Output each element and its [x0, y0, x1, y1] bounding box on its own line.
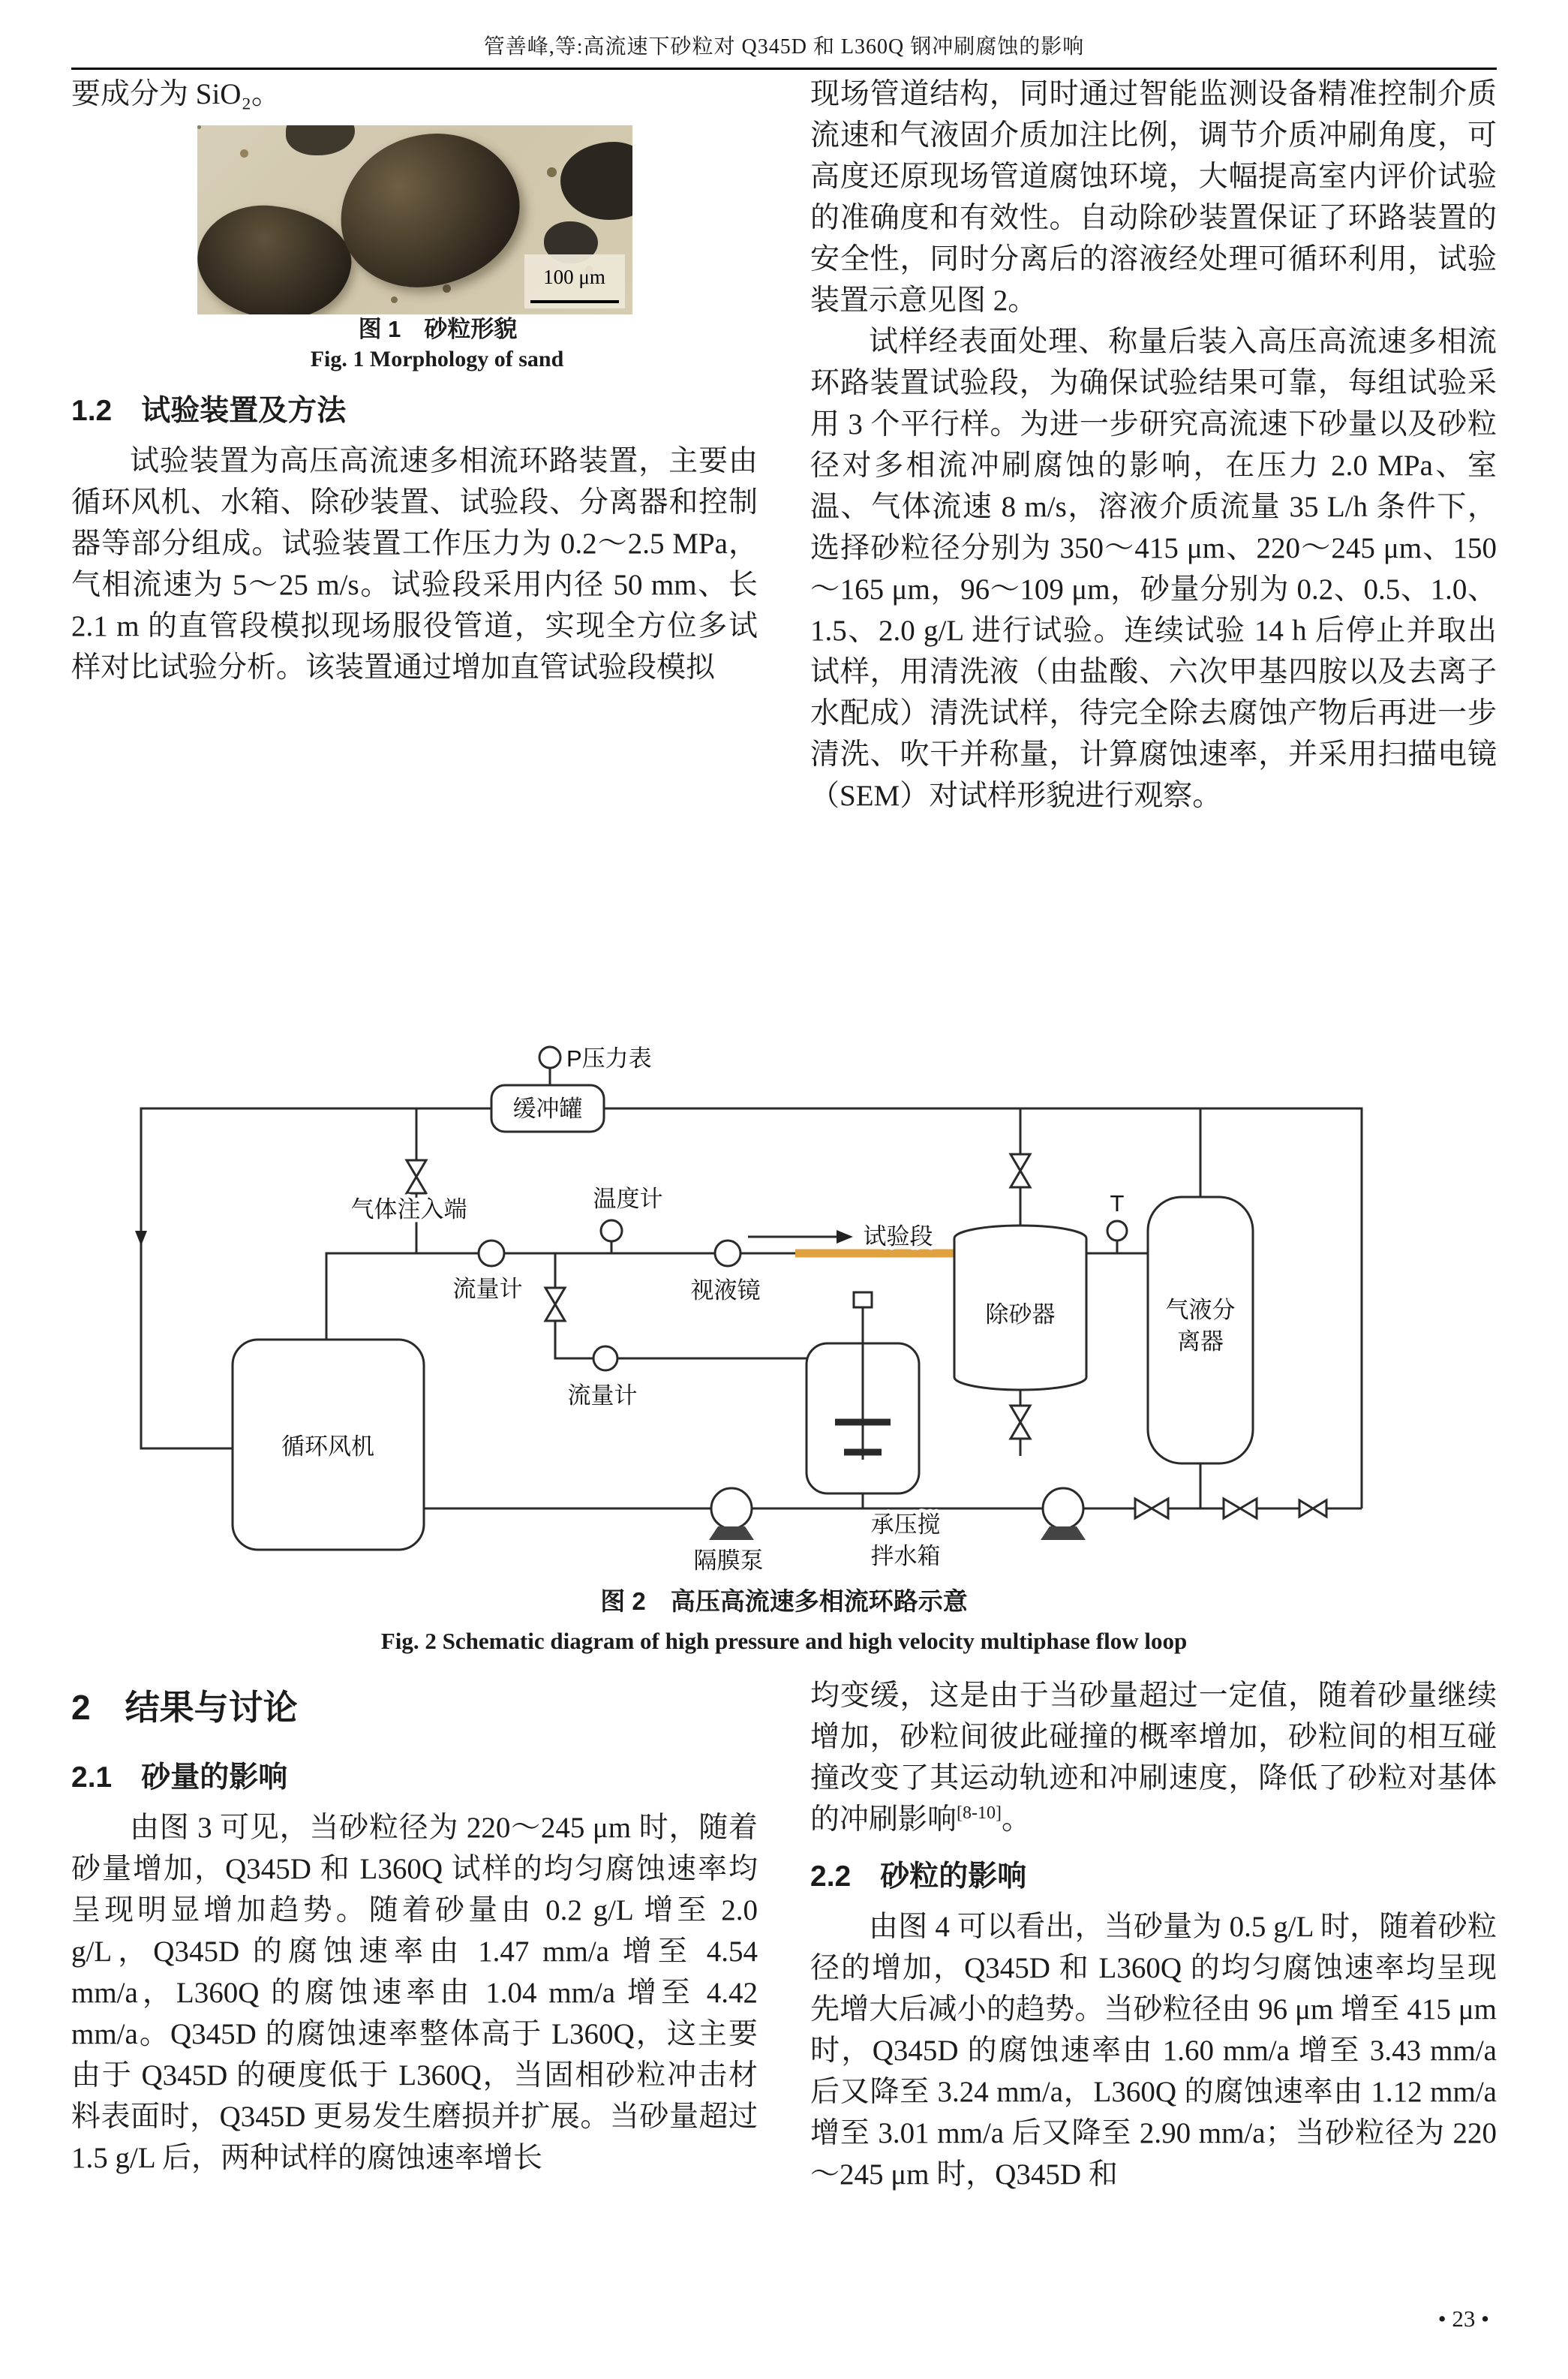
- figure2-caption-cn: 图 2 高压高流速多相流环路示意: [600, 1587, 968, 1615]
- figure1-caption-cn: 图 1 砂粒形貌: [358, 316, 518, 342]
- flow-meter-1-icon: [479, 1241, 504, 1266]
- label-test-section: 试验段: [863, 1223, 933, 1250]
- label-separator-line1: 气液分: [1165, 1297, 1236, 1323]
- sand-grain: [286, 125, 355, 155]
- section-2-2-heading: 2.2 砂粒的影响: [810, 1860, 1027, 1893]
- sight-glass-icon: [715, 1241, 740, 1266]
- label-gas-inlet: 气体注入端: [350, 1196, 467, 1223]
- return-pump-icon: [1043, 1488, 1083, 1529]
- scale-label: [524, 254, 625, 308]
- running-title: 管善峰,等:高流速下砂粒对 Q345D 和 L360Q 钢冲刷腐蚀的影响: [483, 35, 1085, 59]
- sand-grain: [560, 142, 632, 220]
- label-sight-glass: 视液镜: [690, 1277, 761, 1304]
- label-pressure-gauge: P压力表: [566, 1045, 652, 1072]
- thermometer-icon: [601, 1220, 622, 1241]
- left-column-top: [71, 74, 758, 688]
- stirrer-motor: [854, 1292, 872, 1307]
- lead-line: 要成分为 SiO₂。: [71, 78, 281, 110]
- paragraph-pipeline: 现场管道结构，同时通过智能监测设备精准控制介质流速和气液固介质加注比例，调节介质冲刷角度，可高度还原现场管道腐蚀环境，大幅提高室内评价试验的准确度和有效性。自动除砂装置保证了环路装置的安全性，同时分离后的溶液经处理可循环利用，试验装置示意见图 2。: [810, 78, 1497, 317]
- page-number: • 23 •: [1437, 2305, 1489, 2332]
- sand-speckles: [197, 125, 201, 129]
- sand-grain: [330, 125, 530, 298]
- section-1-2-heading: 1.2 试验装置及方法: [71, 395, 347, 427]
- label-stirred-tank-line2: 拌水箱: [870, 1543, 941, 1569]
- t-sensor-icon: [1107, 1221, 1127, 1241]
- right-column-top: [810, 74, 1497, 817]
- bottom-valve-3: [1299, 1500, 1326, 1517]
- right-column-bottom: [810, 1675, 1497, 2195]
- bottom-valve-1: [1135, 1499, 1168, 1518]
- label-buffer-tank: 缓冲罐: [512, 1096, 583, 1122]
- figure2-captions: [71, 1585, 1497, 1657]
- section-2-1-heading: 2.1 砂量的影响: [71, 1761, 288, 1794]
- branch-valve: [545, 1288, 565, 1321]
- text-after-ref: 。: [1002, 1803, 1032, 1836]
- label-fan: 循环风机: [281, 1433, 374, 1460]
- label-flow-meter-2: 流量计: [567, 1382, 638, 1409]
- left-column-bottom: [71, 1680, 758, 2179]
- flow-meter-2-icon: [593, 1346, 617, 1370]
- sand-remover-drain-valve: [1011, 1406, 1030, 1439]
- figure2-flow-loop-diagram: [71, 1043, 1497, 1591]
- label-sand-remover: 除砂器: [985, 1301, 1056, 1328]
- scale-bar: [530, 300, 619, 303]
- section-2-heading: 2 结果与讨论: [71, 1688, 298, 1727]
- figure1-sand-photo: [197, 125, 632, 314]
- paragraph-sand-amount: 由图 3 可见，当砂粒径为 220～245 μm 时，随着砂量增加，Q345D 和 L360Q 试样的均匀腐蚀速率均呈现明显增加趋势。随着砂量由 0.2 g/L 增至 2.0 g/L，Q345D 的腐蚀速率由 1.47 mm/a 增至 4.54 mm/a，L360Q 的腐蚀速率由 1.04 mm/a 增至 4.42 mm/a。Q345D 的腐蚀速率整体高于 L360Q，这主要由于 Q345D 的硬度低于 L360Q，当固相砂粒冲击材料表面时，Q345D 更易发生磨损并扩展。当砂量超过 1.5 g/L 后，两种试样的腐蚀速率增长: [71, 1812, 758, 2174]
- pipe-branch-to-tank: [555, 1253, 807, 1358]
- label-t-sensor: T: [1110, 1190, 1125, 1217]
- figure2-caption-en: Fig. 2 Schematic diagram of high pressure and high velocity multiphase flow loop: [380, 1628, 1188, 1654]
- sand-remover-top-valve: [1011, 1154, 1030, 1187]
- down-arrow: [135, 1231, 147, 1246]
- label-separator-line2: 离器: [1177, 1328, 1224, 1355]
- paragraph-procedure: 试样经表面处理、称量后装入高压高流速多相流环路装置试验段，为确保试验结果可靠，每组试验采用 3 个平行样。为进一步研究高流速下砂量以及砂粒径对多相流冲刷腐蚀的影响，在压力 2.0 MPa、室温、气体流速 8 m/s，溶液介质流量 35 L/h 条件下，选择砂粒径分别为 350～415 μm、220～245 μm、150～165 μm，96～109 μm，砂量分别为 0.2、0.5、1.0、1.5、2.0 g/L 进行试验。连续试验 14 h 后停止并取出试样，用清洗液（由盐酸、六次甲基四胺以及去离子水配成）清洗试样，待完全除去腐蚀产物后再进一步清洗、吹干并称量，计算腐蚀速率，并采用扫描电镜（SEM）对试样形貌进行观察。: [810, 326, 1497, 812]
- bottom-valve-2: [1224, 1499, 1257, 1518]
- scale-text: 100 μm: [543, 266, 605, 288]
- diaphragm-pump-base: [709, 1526, 754, 1540]
- paragraph-sand-amount-cont: [810, 1675, 1497, 1840]
- diaphragm-pump-icon: [711, 1488, 752, 1529]
- label-thermometer: 温度计: [593, 1186, 663, 1212]
- paragraph-methods: 试验装置为高压高流速多相流环路装置，主要由循环风机、水箱、除砂装置、试验段、分离器和控制器等部分组成。试验装置工作压力为 0.2～2.5 MPa，气相流速为 5～25 m/s。试验段采用内径 50 mm、长 2.1 m 的直管段模拟现场服役管道，实现全方位多试样对比试验分析。该装置通过增加直管试验段模拟: [71, 445, 758, 684]
- return-pump-base: [1041, 1526, 1086, 1540]
- citation-ref: [8-10]: [957, 1803, 1002, 1823]
- header-divider: [71, 68, 1497, 70]
- pressure-gauge-icon: [539, 1047, 560, 1068]
- gas-inlet-valve: [407, 1160, 426, 1193]
- flow-arrow-head: [837, 1230, 853, 1244]
- label-diaphragm-pump: 隔膜泵: [693, 1547, 764, 1574]
- figure1-caption-en: Fig. 1 Morphology of sand: [310, 347, 564, 371]
- text-before-ref: 均变缓，这是由于当砂量超过一定值，随着砂量继续增加，砂粒间彼此碰撞的概率增加，砂粒间的相互碰撞改变了其运动轨迹和冲刷速度，降低了砂粒对基体的冲刷影响: [810, 1680, 1497, 1836]
- label-stirred-tank-line1: 承压搅: [870, 1511, 941, 1538]
- label-flow-meter-1: 流量计: [452, 1276, 523, 1302]
- paragraph-particle-size: 由图 4 可以看出，当砂量为 0.5 g/L 时，随着砂粒径的增加，Q345D 和 L360Q 的均匀腐蚀速率均呈现先增大后减小的趋势。当砂粒径由 96 μm 增至 415 μm 时，Q345D 的腐蚀速率由 1.60 mm/a 增至 3.43 mm/a 后又降至 3.24 mm/a，L360Q 的腐蚀速率由 1.12 mm/a 增至 3.01 mm/a 后又降至 2.90 mm/a；当砂粒径为 220～245 μm 时，Q345D 和: [810, 1911, 1497, 2191]
- sand-grain: [197, 199, 356, 314]
